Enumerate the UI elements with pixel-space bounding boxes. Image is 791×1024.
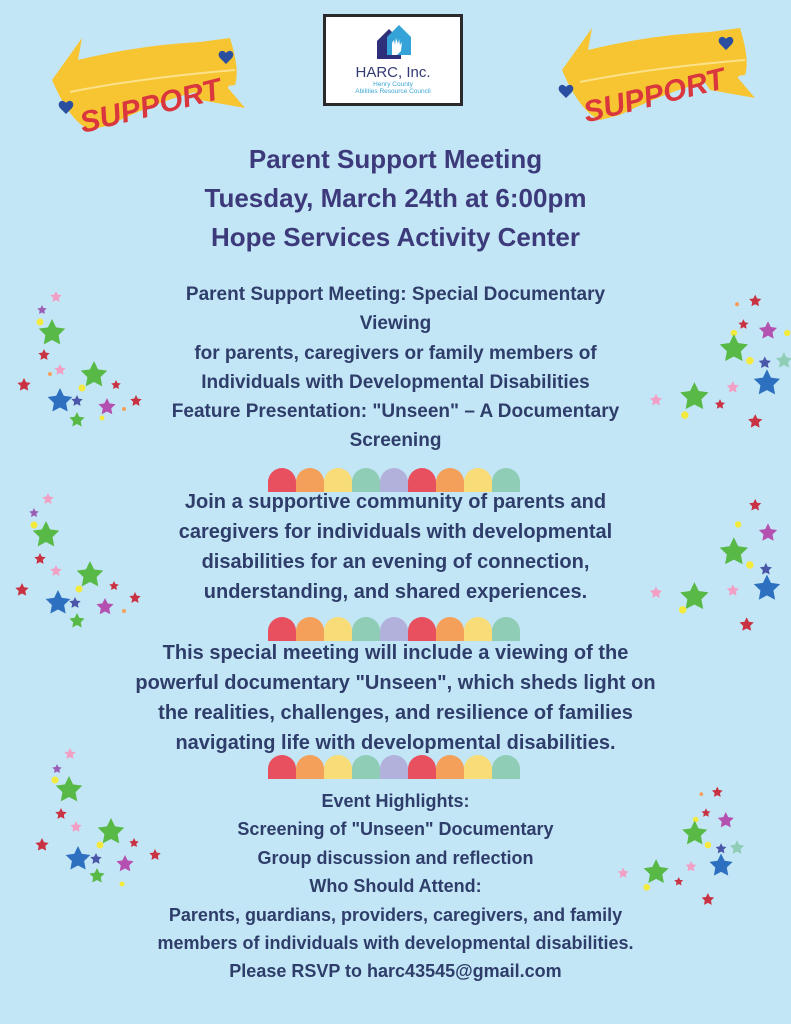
arch-shape <box>296 755 324 779</box>
highlight-item: Group discussion and reflection <box>257 847 534 868</box>
highlights-heading: Event Highlights: <box>321 791 470 811</box>
title-line-1: Parent Support Meeting <box>248 144 543 174</box>
banner-right-text: SUPPORT <box>580 62 729 130</box>
intro-line: Parent Support Meeting: Special Documentary <box>185 284 606 305</box>
house-hand-icon <box>373 23 413 61</box>
highlight-item: Screening of "Unseen" Documentary <box>237 819 554 840</box>
title-date-time: Tuesday, March 24th at 6:00pm <box>204 183 587 213</box>
logo-subtitle-2: Abilities Resource Council <box>355 88 431 95</box>
arch-shape <box>436 755 464 779</box>
attend-heading: Who Should Attend: <box>309 876 482 897</box>
support-banner-right <box>540 20 760 130</box>
logo-subtitle-1: Henry County <box>373 81 413 88</box>
intro-line: Individuals with Developmental Disabilities <box>201 371 590 393</box>
arch-shape <box>268 755 296 779</box>
arch-shape <box>324 755 352 779</box>
banner-left-text: SUPPORT <box>76 72 225 140</box>
documentary-line: powerful documentary "Unseen", which sheds light on <box>135 672 656 694</box>
attend-text: Parents, guardians, providers, caregivers, and family <box>168 904 623 925</box>
support-banner-left <box>30 30 250 140</box>
title-location: Hope Services Activity Center <box>211 222 580 252</box>
community-line: caregivers for individuals with developmental <box>178 521 613 543</box>
stars-cluster-left-1 <box>12 285 172 435</box>
event-title <box>0 140 791 257</box>
rainbow-divider <box>268 755 520 779</box>
arch-shape <box>380 755 408 779</box>
intro-line: for parents, caregivers or family members of <box>194 342 597 364</box>
arch-shape <box>464 755 492 779</box>
community-line: understanding, and shared experiences. <box>203 581 588 603</box>
intro-line: Viewing <box>359 313 432 335</box>
community-line: disabilities for an evening of connection, <box>201 551 590 573</box>
stars-cluster-right-1 <box>640 290 791 440</box>
stars-cluster-left-2 <box>12 485 172 635</box>
harc-logo <box>323 14 463 106</box>
rsvp-text[interactable]: Please RSVP to harc43545@gmail.com <box>229 961 562 982</box>
community-line: Join a supportive community of parents and <box>184 491 607 513</box>
arch-shape <box>408 755 436 779</box>
attend-text: members of individuals with developmental disabilities. <box>157 933 634 954</box>
arch-shape <box>352 755 380 779</box>
arch-shape <box>492 755 520 779</box>
stars-cluster-right-3 <box>610 770 770 920</box>
documentary-line: the realities, challenges, and resilience of families <box>158 702 633 724</box>
logo-name: HARC, Inc. <box>355 64 431 81</box>
stars-cluster-left-3 <box>20 740 180 890</box>
intro-line: Screening <box>349 430 442 452</box>
documentary-line: navigating life with developmental disabilities. <box>175 732 616 754</box>
intro-line: Feature Presentation: "Unseen" – A Documentary <box>171 401 620 423</box>
heart-icon <box>559 85 574 98</box>
documentary-line: This special meeting will include a viewing of the <box>162 642 629 664</box>
stars-cluster-right-2 <box>640 490 791 640</box>
